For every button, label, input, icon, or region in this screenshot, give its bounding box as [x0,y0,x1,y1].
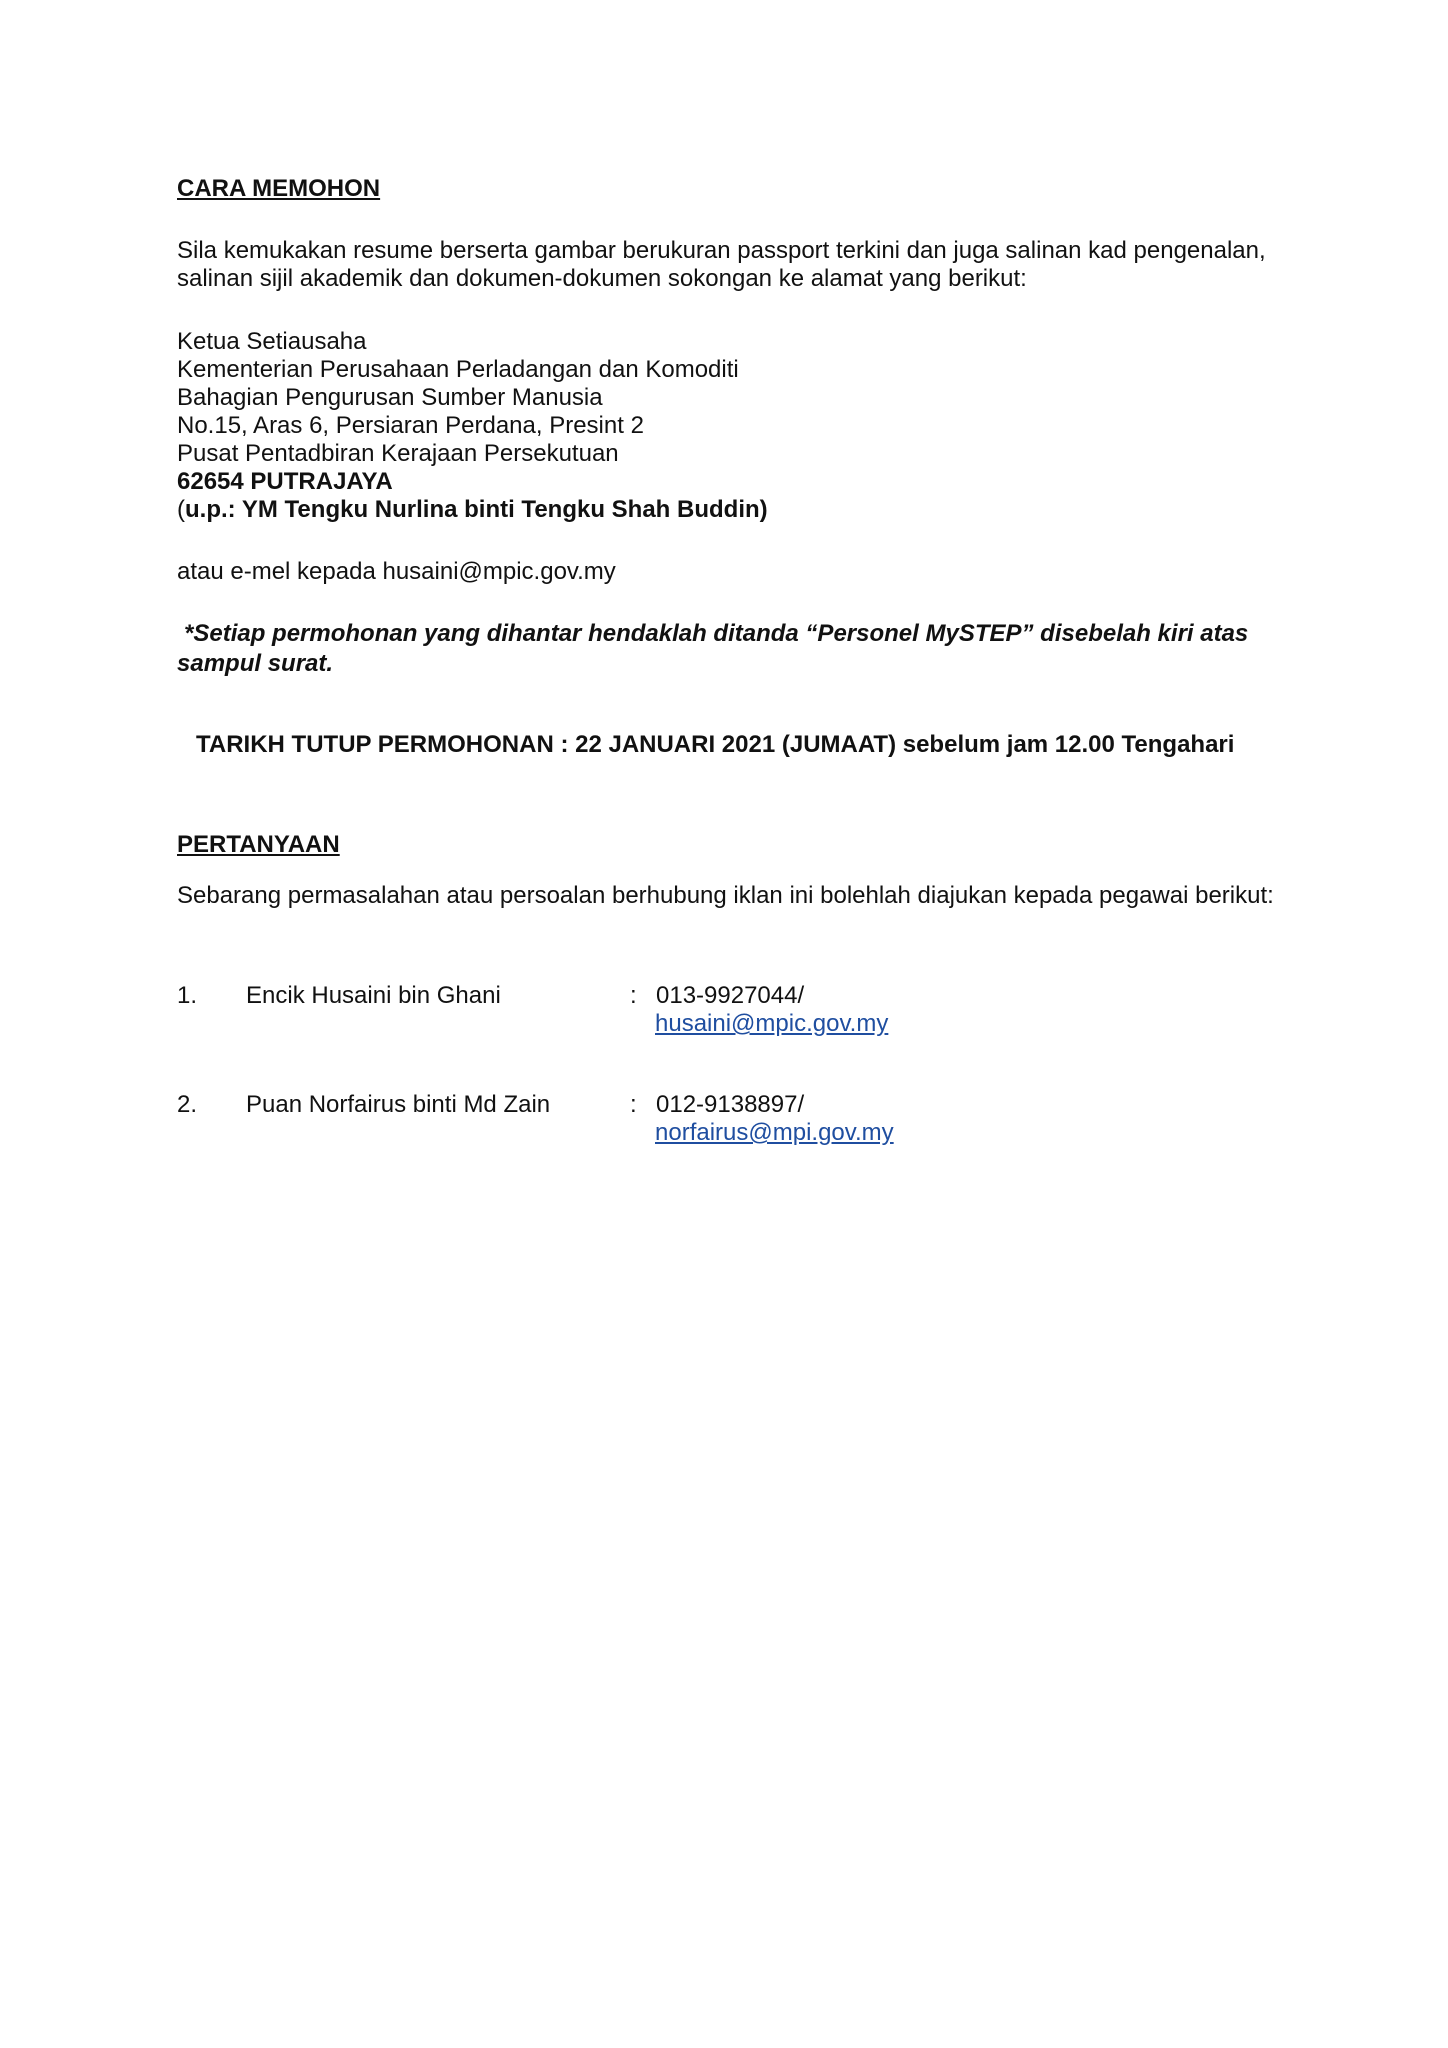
address-attention [177,496,768,524]
note-line-1: *Setiap permohonan yang dihantar hendaklah ditanda “Personel MySTEP” disebelah kiri atas [184,620,1249,647]
note-line-2: sampul surat. [177,650,334,677]
contact-number: 1. [177,982,198,1009]
intro-line-1: Sila kemukakan resume berserta gambar berukuran passport terkini dan juga salinan kad pengenalan, [177,237,1266,264]
attention-open-paren: ( [177,496,185,523]
address-line-3: Bahagian Pengurusan Sumber Manusia [177,384,603,411]
contact-phone: 013-9927044/ [656,982,805,1009]
address-line-1: Ketua Setiausaha [177,328,367,355]
contact-email-link[interactable]: norfairus@mpi.gov.my [655,1119,894,1146]
address-postcode-city: 62654 PUTRAJAYA [177,468,393,495]
enquiries-heading: PERTANYAAN [177,831,340,858]
how-to-apply-heading: CARA MEMOHON [177,175,381,202]
contact-email-link[interactable]: husaini@mpic.gov.my [655,1010,889,1037]
contact-separator: : [630,982,637,1009]
intro-line-2: salinan sijil akademik dan dokumen-dokumen sokongan ke alamat yang berikut: [177,265,1027,292]
address-line-5: Pusat Pentadbiran Kerajaan Persekutuan [177,440,619,467]
closing-date: TARIKH TUTUP PERMOHONAN : 22 JANUARI 2021 (JUMAAT) sebelum jam 12.00 Tengahari [196,731,1235,758]
email-line: atau e-mel kepada husaini@mpic.gov.my [177,558,616,585]
contact-name: Encik Husaini bin Ghani [246,982,501,1009]
address-line-4: No.15, Aras 6, Persiaran Perdana, Presint 2 [177,412,644,439]
attention-name: u.p.: YM Tengku Nurlina binti Tengku Shah Buddin) [185,496,768,523]
contact-name: Puan Norfairus binti Md Zain [246,1091,551,1118]
contact-separator: : [630,1091,637,1118]
contact-phone: 012-9138897/ [656,1091,805,1118]
enquiries-intro: Sebarang permasalahan atau persoalan berhubung iklan ini bolehlah diajukan kepada pegawai berikut: [177,882,1274,909]
address-line-2: Kementerian Perusahaan Perladangan dan Komoditi [177,356,739,383]
contact-number: 2. [177,1091,198,1118]
